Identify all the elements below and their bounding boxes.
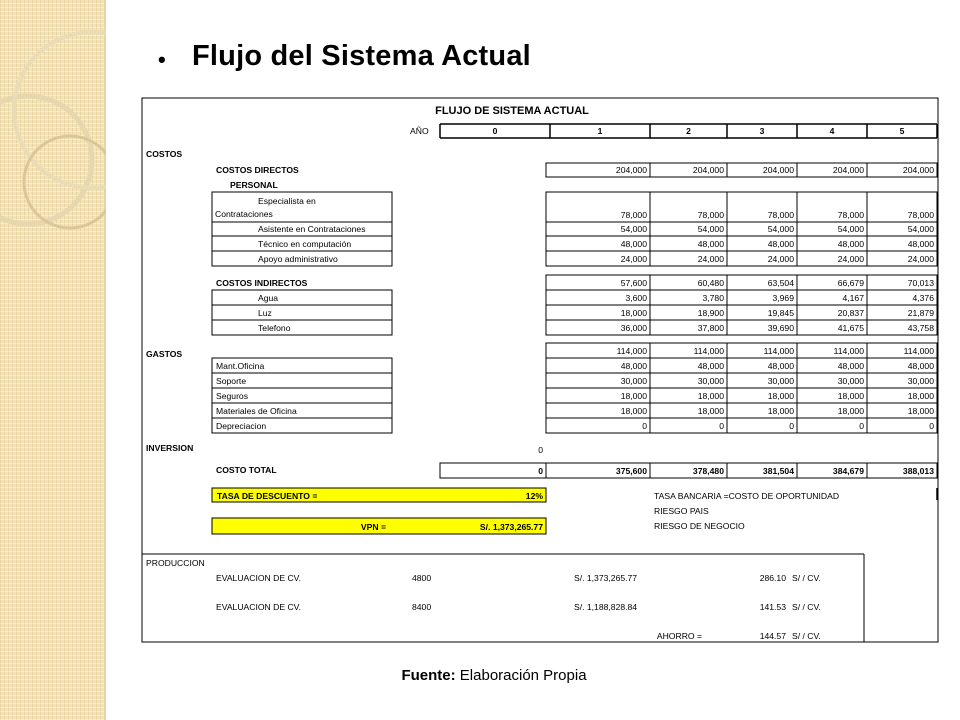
produccion-amount: S/. 1,188,828.84 xyxy=(574,602,638,612)
gastos-item-label: Materiales de Oficina xyxy=(216,406,297,416)
gastos-item-value: 48,000 xyxy=(697,361,724,371)
indirectos-item-value: 37,800 xyxy=(697,323,724,333)
discount-note: RIESGO DE NEGOCIO xyxy=(654,521,745,531)
gastos-item-value: 18,000 xyxy=(767,406,794,416)
ahorro-value: 144.57 xyxy=(759,631,786,641)
decorative-rings xyxy=(0,0,106,720)
indirectos-item-value: 21,879 xyxy=(907,308,934,318)
vpn-label: VPN = xyxy=(360,522,386,532)
section-gastos: GASTOS xyxy=(146,349,183,359)
gastos-item-value: 18,000 xyxy=(620,406,647,416)
personal-item-value: 48,000 xyxy=(697,239,724,249)
gastos-item-value: 18,000 xyxy=(907,391,934,401)
inversion-value: 0 xyxy=(538,445,543,455)
vpn-value: S/. 1,373,265.77 xyxy=(479,522,543,532)
personal-0-value: 78,000 xyxy=(620,210,647,220)
gastos-item-value: 0 xyxy=(642,421,647,431)
source-text: Elaboración Propia xyxy=(455,667,587,684)
decorative-side-panel xyxy=(0,0,106,720)
indirectos-item-value: 39,690 xyxy=(767,323,794,333)
year-header: 4 xyxy=(829,126,835,136)
indirectos-item-value: 19,845 xyxy=(767,308,794,318)
year-header: 0 xyxy=(492,126,498,136)
costo-total-value: 381,504 xyxy=(762,466,794,476)
indirectos-item-value: 3,600 xyxy=(625,293,647,303)
produccion-qty: 4800 xyxy=(412,573,432,583)
gastos-item-label: Depreciacion xyxy=(216,421,267,431)
personal-item-label: Técnico en computación xyxy=(258,239,352,249)
costo-total-year0: 0 xyxy=(538,466,543,476)
tasa-label: TASA DE DESCUENTO = xyxy=(217,491,318,501)
personal-item-value: 48,000 xyxy=(620,239,647,249)
costos-indirectos-value: 57,600 xyxy=(620,278,647,288)
bullet-marker: • xyxy=(158,47,166,72)
gastos-item-value: 48,000 xyxy=(907,361,934,371)
indirectos-item-value: 41,675 xyxy=(837,323,864,333)
gastos-item-value: 48,000 xyxy=(837,361,864,371)
personal-item-value: 54,000 xyxy=(767,224,794,234)
gastos-item-value: 30,000 xyxy=(697,376,724,386)
indirectos-item-value: 4,376 xyxy=(912,293,934,303)
personal-item-value: 48,000 xyxy=(837,239,864,249)
costos-directos-value: 204,000 xyxy=(902,165,934,175)
personal-item-value: 54,000 xyxy=(907,224,934,234)
indirectos-item-label: Luz xyxy=(258,308,272,318)
costos-indirectos-value: 70,013 xyxy=(907,278,934,288)
personal-item-value: 24,000 xyxy=(767,254,794,264)
indirectos-item-label: Agua xyxy=(258,293,279,303)
discount-note: RIESGO PAIS xyxy=(654,506,709,516)
gastos-item-value: 18,000 xyxy=(837,391,864,401)
costos-indirectos-value: 63,504 xyxy=(767,278,794,288)
year-header: 1 xyxy=(597,126,603,136)
personal-item-value: 48,000 xyxy=(907,239,934,249)
sheet-title: FLUJO DE SISTEMA ACTUAL xyxy=(435,105,589,117)
discount-note: TASA BANCARIA =COSTO DE OPORTUNIDAD xyxy=(654,491,840,501)
costos-directos-value: 204,000 xyxy=(832,165,864,175)
ahorro-unit: S/ / CV. xyxy=(792,631,821,641)
personal-item-value: 24,000 xyxy=(907,254,934,264)
personal-item-value: 24,000 xyxy=(837,254,864,264)
costos-indirectos-value: 60,480 xyxy=(697,278,724,288)
costos-indirectos-label: COSTOS INDIRECTOS xyxy=(216,278,308,288)
indirectos-item-value: 4,167 xyxy=(842,293,864,303)
indirectos-item-value: 43,758 xyxy=(907,323,934,333)
gastos-item-value: 18,000 xyxy=(697,406,724,416)
costos-directos-value: 204,000 xyxy=(692,165,724,175)
year-label: AÑO xyxy=(410,126,429,136)
section-costos: COSTOS xyxy=(146,149,183,159)
produccion-unit-label: S/ / CV. xyxy=(792,573,821,583)
personal-item-value: 54,000 xyxy=(837,224,864,234)
indirectos-item-label: Telefono xyxy=(258,323,291,333)
produccion-unit: 141.53 xyxy=(759,602,786,612)
gastos-item-value: 0 xyxy=(789,421,794,431)
gastos-total-value: 114,000 xyxy=(833,346,864,356)
gastos-item-value: 30,000 xyxy=(767,376,794,386)
gastos-item-value: 18,000 xyxy=(697,391,724,401)
personal-item-value: 54,000 xyxy=(697,224,724,234)
slide-title: Flujo del Sistema Actual xyxy=(192,40,531,72)
spreadsheet-image xyxy=(140,96,940,644)
produccion-amount: S/. 1,373,265.77 xyxy=(574,573,638,583)
costo-total-value: 388,013 xyxy=(902,466,934,476)
ahorro-label: AHORRO = xyxy=(656,631,702,641)
gastos-item-value: 0 xyxy=(859,421,864,431)
gastos-item-value: 18,000 xyxy=(907,406,934,416)
costo-total-value: 375,600 xyxy=(615,466,647,476)
personal-0-value: 78,000 xyxy=(697,210,724,220)
personal-0-value: 78,000 xyxy=(767,210,794,220)
gastos-item-value: 0 xyxy=(929,421,934,431)
indirectos-item-value: 3,969 xyxy=(772,293,794,303)
indirectos-item-value: 36,000 xyxy=(620,323,647,333)
section-inversion: INVERSION xyxy=(146,443,194,453)
gastos-item-value: 18,000 xyxy=(837,406,864,416)
produccion-unit: 286.10 xyxy=(759,573,786,583)
costos-indirectos-value: 66,679 xyxy=(837,278,864,288)
year-header: 2 xyxy=(686,126,691,136)
indirectos-item-value: 18,000 xyxy=(620,308,647,318)
gastos-item-value: 48,000 xyxy=(620,361,647,371)
personal-item-value: 24,000 xyxy=(620,254,647,264)
gastos-item-label: Soporte xyxy=(216,376,247,386)
indirectos-item-value: 3,780 xyxy=(702,293,724,303)
personal-item-value: 48,000 xyxy=(767,239,794,249)
gastos-total-value: 114,000 xyxy=(616,346,647,356)
gastos-item-value: 48,000 xyxy=(767,361,794,371)
gastos-total-value: 114,000 xyxy=(903,346,934,356)
indirectos-item-value: 18,900 xyxy=(697,308,724,318)
gastos-item-value: 18,000 xyxy=(767,391,794,401)
year-header: 5 xyxy=(899,126,905,136)
produccion-row-label: EVALUACION DE CV. xyxy=(216,573,302,583)
gastos-item-value: 30,000 xyxy=(620,376,647,386)
personal-label-line2: Contrataciones xyxy=(215,209,273,219)
personal-label: PERSONAL xyxy=(230,180,278,190)
produccion-qty: 8400 xyxy=(412,602,432,612)
personal-label-line1: Especialista en xyxy=(258,196,316,206)
personal-item-label: Asistente en Contrataciones xyxy=(258,224,366,234)
costo-total-label: COSTO TOTAL xyxy=(216,465,277,475)
personal-item-value: 54,000 xyxy=(620,224,647,234)
produccion-row-label: EVALUACION DE CV. xyxy=(216,602,302,612)
personal-0-value: 78,000 xyxy=(907,210,934,220)
costo-total-value: 378,480 xyxy=(692,466,724,476)
personal-0-value: 78,000 xyxy=(837,210,864,220)
costos-directos-value: 204,000 xyxy=(615,165,647,175)
gastos-item-value: 30,000 xyxy=(907,376,934,386)
costos-directos-value: 204,000 xyxy=(762,165,794,175)
gastos-total-value: 114,000 xyxy=(763,346,794,356)
source-caption xyxy=(0,667,960,684)
gastos-item-value: 18,000 xyxy=(620,391,647,401)
tasa-value: 12% xyxy=(525,491,543,501)
costo-total-value: 384,679 xyxy=(832,466,864,476)
produccion-unit-label: S/ / CV. xyxy=(792,602,821,612)
indirectos-item-value: 20,837 xyxy=(837,308,864,318)
gastos-item-label: Mant.Oficina xyxy=(216,361,265,371)
year-header: 3 xyxy=(759,126,765,136)
gastos-item-value: 30,000 xyxy=(837,376,864,386)
gastos-item-label: Seguros xyxy=(216,391,249,401)
personal-item-label: Apoyo administrativo xyxy=(258,254,338,264)
produccion-label: PRODUCCION xyxy=(146,558,205,568)
gastos-item-value: 0 xyxy=(719,421,724,431)
source-label: Fuente: xyxy=(401,667,456,684)
personal-item-value: 24,000 xyxy=(697,254,724,264)
costos-directos-label: COSTOS DIRECTOS xyxy=(216,165,299,175)
gastos-total-value: 114,000 xyxy=(693,346,724,356)
